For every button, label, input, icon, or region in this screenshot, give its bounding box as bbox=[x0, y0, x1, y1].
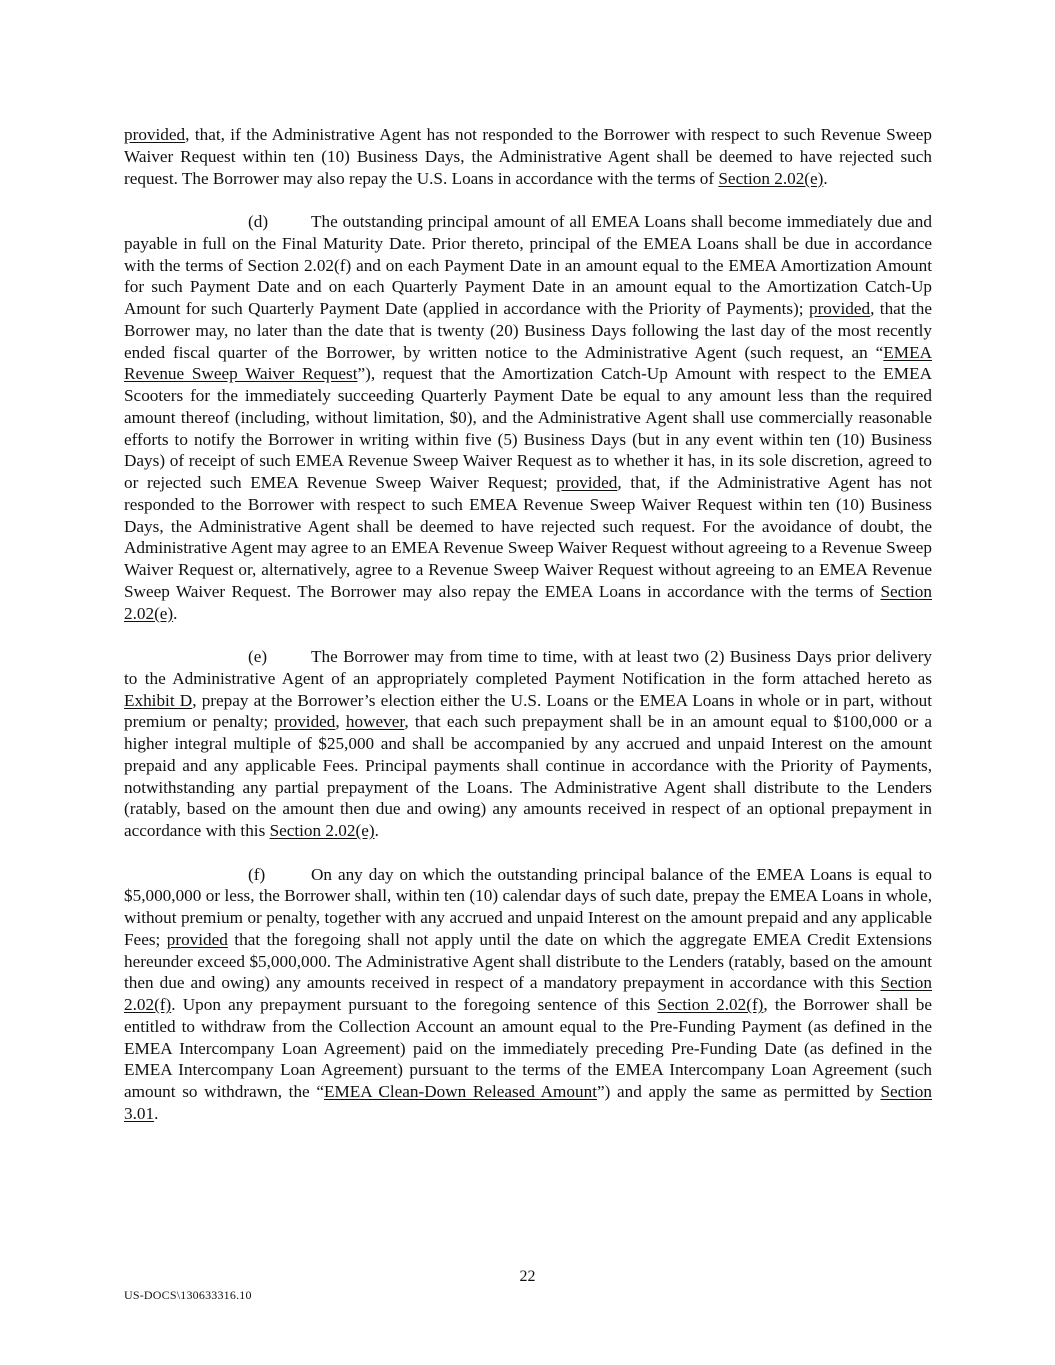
section-reference: Section 2.02(e) bbox=[718, 168, 824, 188]
section-reference: Section 2.02(e) bbox=[269, 821, 375, 840]
text-run: that the Borrower may, no later than the date that is twenty (20) Business Days following the last day of the most recently ended fiscal quarter of the Borrower, by written notice to the Administrative Agent (such request, an “ bbox=[124, 299, 932, 362]
text-run: , that each such prepayment shall be in an amount equal to $100,000 or a higher integral multiple of $25,000 and shall be accompanied by any accrued and unpaid Interest on the amount prepaid and any applicable Fees. Principal payments shall continue in accordance with the Priority of Payments, notwithstanding any partial prepayment of the Loans. The Administrative Agent shall distribute to the Lenders (ratably, based on the amount then due and owing) any amounts received in respect of an optional prepayment in accordance with this bbox=[124, 712, 932, 840]
text-run: The Borrower may from time to time, with at least two (2) Business Days prior delivery to the Administrative Agent of an appropriately completed Payment Notification in the form attached hereto as bbox=[124, 647, 932, 688]
text-run: , the Borrower shall be entitled to withdraw from the Collection Account an amount equal to the Pre-Funding Payment (as defined in the EMEA Intercompany Loan Agreement) paid on the immediately preceding Pre-Funding Date (as defined in the EMEA Intercompany Loan Agreement) pursuant to the terms of the EMEA Intercompany Loan Agreement (such amount so withdrawn, the “ bbox=[124, 995, 933, 1101]
text-run: ”), request that the Amortization Catch-Up Amount with respect to the EMEA Scooters for the immediately succeeding Quarterly Payment Date be equal to any amount less than the required amount thereof (including, without limitation, $0), and the Administrative Agent shall use commercially reasonable efforts to notify the Borrower in writing within five (5) Business Days (but in any event within ten (10) Business Days) of receipt of such EMEA Revenue Sweep Waiver Request as to whether it has, in its sole discretion, agreed to or rejected such EMEA Revenue Sweep Waiver Request; bbox=[124, 364, 932, 492]
term-provided: provided bbox=[124, 125, 186, 144]
text-run: ”) and apply the same as permitted by bbox=[597, 1082, 881, 1101]
clause-marker: (f) bbox=[248, 864, 266, 884]
term-provided: provided bbox=[166, 929, 228, 949]
section-reference: Section 2.02(e) bbox=[124, 581, 932, 623]
term-provided: provided bbox=[556, 473, 618, 492]
section-reference: Section 2.02(f) bbox=[124, 973, 932, 1014]
clause-marker: (e) bbox=[248, 647, 268, 666]
text-run: . bbox=[823, 168, 828, 188]
clause-marker: (d) bbox=[248, 212, 269, 231]
section-reference: Section 2.02(f) bbox=[657, 995, 764, 1014]
text-run: . bbox=[374, 821, 379, 840]
text-run: . bbox=[154, 1103, 159, 1123]
text-run: , that, if the Administrative Agent has not responded to the Borrower with respect to such EMEA Revenue Sweep Waiver Request within ten (10) Business Days, the Administrative Agent shall be deemed to have rejected such request. For the avoidance of doubt, the Administrative Agent may agree to an EMEA Revenue Sweep Waiver Request without agreeing to a Revenue Sweep Waiver Request or, alternatively, agree to a Revenue Sweep Waiver Request without agreeing to an EMEA Revenue Sweep Waiver Request. The Borrower may also repay the EMEA Loans in accordance with the terms of bbox=[124, 473, 933, 601]
exhibit-reference: Exhibit D bbox=[124, 690, 193, 710]
text-run: . Upon any prepayment pursuant to the foregoing sentence of this bbox=[171, 995, 658, 1014]
term-provided: provided bbox=[274, 712, 336, 732]
text-run: , prepay at the Borrower’s election either the U.S. Loans or the EMEA Loans in whole or in part, without premium or penalty; bbox=[124, 690, 932, 732]
page-number: 22 bbox=[519, 1268, 536, 1285]
defined-term: EMEA Clean-Down Released Amount bbox=[323, 1082, 597, 1101]
paragraph-d bbox=[124, 211, 932, 624]
section-reference: Section 3.01 bbox=[124, 1082, 932, 1123]
defined-term: EMEA Revenue Sweep Waiver Request bbox=[124, 342, 932, 384]
text-run: . bbox=[173, 603, 178, 623]
document-id: US-DOCS\130633316.10 bbox=[124, 1288, 252, 1302]
text-run: , bbox=[335, 712, 346, 732]
text-run: The outstanding principal amount of all EMEA Loans shall become immediately due and payable in full on the Final Maturity Date. Prior thereto, principal of the EMEA Loans shall be due in accordance with the terms of Section 2.02(f) and on each Payment Date in an amount equal to the EMEA Amortization Amount for such Payment Date and on each Quarterly Payment Date in an amount equal to the Amortization Catch-Up Amount for such Quarterly Payment Date (applied in accordance with the Priority of Payments); bbox=[124, 212, 932, 318]
term-provided: provided bbox=[808, 299, 871, 318]
text-run: On any day on which the outstanding principal balance of the EMEA Loans is equal to $5,000,000 or less, the Borrower shall, within ten (10) calendar days of such date, prepay the EMEA Loans in whole, without premium or penalty, together with any accrued and unpaid Interest on the amount prepaid and any applicable Fees; bbox=[124, 864, 932, 949]
text-run: , that, if the Administrative Agent has not responded to the Borrower with respect to such Revenue Sweep Waiver Request within ten (10) Business Days, the Administrative Agent shall be deemed to have rejected such request. The Borrower may also repay the U.S. Loans in accordance with the terms of bbox=[124, 125, 932, 188]
paragraph-c-continuation bbox=[124, 124, 932, 189]
text-run: that the foregoing shall not apply until the date on which the aggregate EMEA Credit Extensions hereunder exceed $5,000,000. The Administrative Agent shall distribute to the Lenders (ratably, based on the amount then due and owing) any amounts received in respect of a mandatory prepayment in accordance with this bbox=[124, 929, 932, 993]
paragraph-e bbox=[124, 646, 932, 842]
term-however: however bbox=[345, 712, 405, 732]
text-run: , bbox=[870, 299, 875, 318]
document-body bbox=[124, 124, 932, 1146]
paragraph-f bbox=[124, 864, 932, 1125]
